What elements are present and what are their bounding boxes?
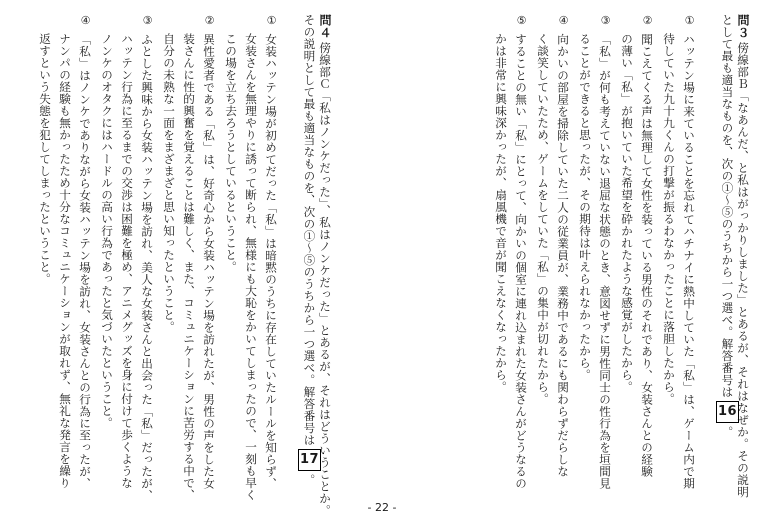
q3-option-3-line-2: ることができると思ったが、その期待は叶えられなかったから。 (578, 33, 592, 381)
q4-option-4-line-2: ナンパの経験も無かったため十分なコミュニケーションが取れず、無礼な発言を繰り (58, 33, 72, 489)
q3-option-1-line-2: 待していた九十九くんの打撃が振るわなかったことに落胆したから。 (662, 33, 676, 405)
q4-option-2-number: ② (203, 14, 216, 28)
q4-option-1-line-1: ①女装ハッテン場が初めてだった「私」は暗黙のうちに存在していたルールを知らず、 (264, 14, 278, 490)
q3-option-5-line-2: かは非常に興味深かったが、扇風機で音が聞こえなくなったから。 (494, 33, 508, 393)
q3-option-5-number: ⑤ (515, 14, 528, 28)
q4-prompt-line-2 (298, 14, 321, 486)
q3-label: 問３ (736, 14, 750, 39)
q4-option-1-line-2: 女装さんを無理やりに誘って断られ、無様にも大恥をかいてしまったので、一刻も早く (244, 33, 258, 501)
q3-option-3-number: ③ (599, 14, 612, 28)
q3-option-4-line-1: ④向かいの部屋を掃除していた二人の従業員が、業務中であるにも関わらずだらしな (556, 14, 570, 478)
q3-option-1-line-1: ①ハッテン場に来ていることを忘れてハチナイに熱中していた「私」は、ゲーム内で期 (682, 14, 696, 490)
q3-prompt-line-1: 傍線部Ｂ「なあんだ、と私はがっかりしました」とあるが、それはなぜか。その説明 (736, 42, 750, 498)
q4-prompt-line-1: 傍線部Ｃ「私はノンケだった」、私はノンケだった」とあるが、それはどういうことか。 (318, 42, 332, 517)
q3-option-4-number: ④ (557, 14, 570, 28)
page-number: - 22 - (367, 501, 397, 514)
q4-option-4-number: ④ (79, 14, 92, 28)
q4-option-4-line-3: 返すという失態を犯してしまったということ。 (38, 33, 52, 285)
q3-prompt-end: 。 (720, 426, 735, 438)
q4-option-2-line-3: 自分の未熟な一面をまざまざと思い知ったということ。 (162, 33, 176, 333)
q3-prompt-text: として最も適当なものを、次の①〜⑤のうちから一つ選べ。解答番号は (720, 14, 735, 398)
q4-option-3-line-3: ノンケのオタクにはハードルの高い行為であったと気づいたということ。 (100, 33, 114, 429)
q4-prompt-text: その説明として最も適当なものを、次の①〜⑤のうちから一つ選べ。解答番号は (302, 14, 317, 446)
q3-option-4-line-2: く談笑していたため、ゲームをしていた「私」の集中が切れたから。 (536, 33, 550, 405)
q4-option-3-number: ③ (141, 14, 154, 28)
q3-option-2-number: ② (641, 14, 654, 28)
q4-option-3-line-1: ③ふとした興味から女装ハッテン場を訪れ、美人な女装さんと出会った「私」だったが、 (140, 14, 154, 502)
q4-option-3-line-2: ハッテン行為に至るまでの交渉は困難を極め、アニメグッズを身に付けて歩くような (120, 33, 134, 489)
q3-option-3-line-1: ③「私」が何も考えていない退屈な状態のとき、意図せずに男性同士の性行為を垣間見 (598, 14, 612, 490)
q3-prompt-line-2 (716, 14, 739, 438)
q4-option-4-line-1: ④「私」はノンケでありながら女装ハッテン場を訪れ、女装さんとの行為に至ったが、 (78, 14, 92, 490)
q3-option-5-line-1: ⑤することの無い「私」にとって、向かいの個室に連れ込まれた女装さんがどうなるの (514, 14, 528, 490)
q4-prompt-end: 。 (302, 474, 317, 486)
q3-option-2-line-2: の薄い「私」が抱いていた希望を砕かれたような感覚がしたから。 (620, 33, 634, 393)
q3-option-2-line-1: ②聞こえてくる声は無理して女性を装っている男性のそれであり、女装さんとの経験 (640, 14, 654, 478)
q4-option-1-line-3: この場を立ち去ろうとしているということ。 (224, 33, 238, 273)
q3-option-1-number: ① (683, 14, 696, 28)
q3-answer-box: 16 (716, 401, 739, 423)
q4-option-1-number: ① (265, 14, 278, 28)
q4-option-2-line-2: 装さんに性的興奮を覚えることは難しく、また、コミュニケーションに苦労する中で、 (182, 33, 196, 501)
q4-answer-box: 17 (298, 449, 321, 471)
q4-option-2-line-1: ②異性愛者である「私」は、好奇心から女装ハッテン場を訪れたが、男性の声をした女 (202, 14, 216, 490)
q4-label: 問４ (318, 14, 332, 39)
